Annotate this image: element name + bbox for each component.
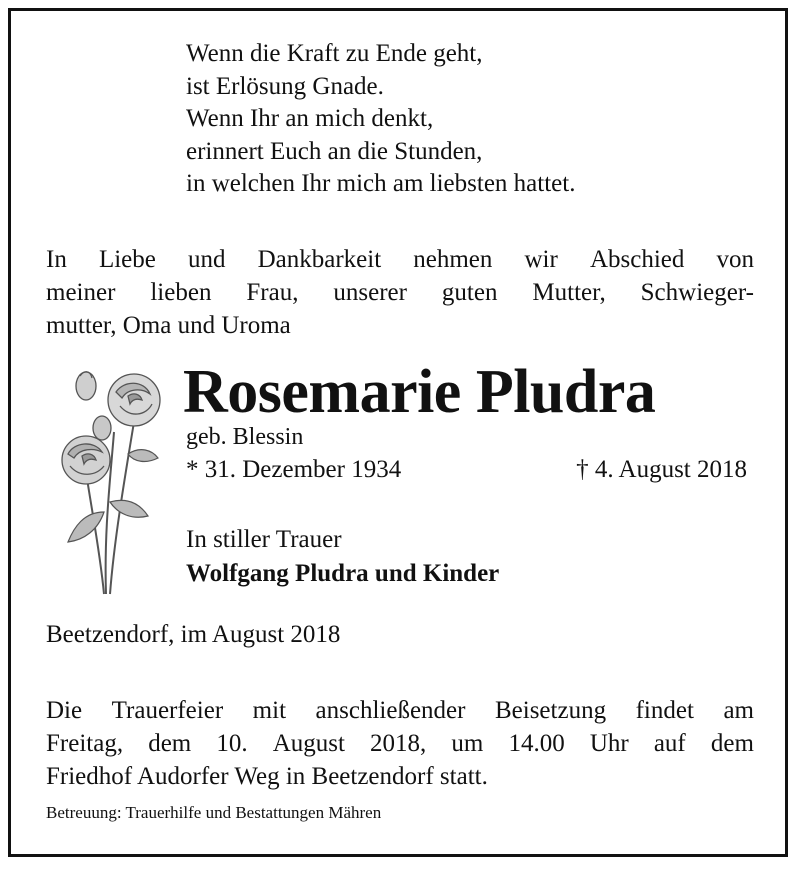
word: lieben [150, 279, 212, 306]
word: nehmen [413, 246, 493, 273]
word: Freitag, [46, 730, 124, 757]
poem-line: Wenn die Kraft zu Ende geht, [186, 40, 483, 67]
birth-date: * 31. Dezember 1934 [186, 456, 402, 483]
service-line: Friedhof Audorfer Weg in Beetzendorf statt. [46, 763, 488, 790]
word: um [451, 730, 484, 757]
intro-text [46, 243, 754, 342]
word: findet [635, 697, 694, 724]
word: unserer [333, 279, 407, 306]
word: Trauerfeier [111, 697, 224, 724]
funeral-home-credit: Betreuung: Trauerhilfe und Bestattungen Mähren [46, 803, 382, 822]
word: dem [710, 730, 754, 757]
service-line [46, 694, 754, 727]
word: von [716, 246, 754, 273]
service-text [46, 694, 754, 793]
poem-line: Wenn Ihr an mich denkt, [186, 105, 434, 132]
word: Mutter, [532, 279, 606, 306]
word: 14.00 [508, 730, 565, 757]
intro-line: mutter, Oma und Uroma [46, 312, 291, 339]
intro-line [46, 276, 754, 309]
word: und [187, 246, 226, 273]
word: Dankbarkeit [257, 246, 382, 273]
word: anschließender [315, 697, 466, 724]
mourners-names: Wolfgang Pludra und Kinder [186, 560, 500, 587]
word: In [46, 246, 67, 273]
word: 2018, [370, 730, 427, 757]
word: meiner [46, 279, 116, 306]
maiden-name: geb. Blessin [186, 424, 304, 450]
word: 10. [216, 730, 248, 757]
word: Beisetzung [494, 697, 607, 724]
word: Abschied [589, 246, 685, 273]
place-date: Beetzendorf, im August 2018 [46, 621, 341, 648]
word: dem [148, 730, 192, 757]
word: auf [653, 730, 686, 757]
death-date: † 4. August 2018 [576, 456, 747, 483]
word: Frau, [246, 279, 299, 306]
word: Liebe [98, 246, 156, 273]
word: guten [441, 279, 498, 306]
intro-line [46, 243, 754, 276]
service-line [46, 727, 754, 760]
word: Uhr [589, 730, 629, 757]
word: am [723, 697, 754, 724]
poem-line: in welchen Ihr mich am liebsten hattet. [186, 170, 576, 197]
poem-line: ist Erlösung Gnade. [186, 72, 384, 100]
word: August [272, 730, 345, 757]
word: wir [524, 246, 558, 273]
poem-line: erinnert Euch an die Stunden, [186, 137, 483, 165]
word: Schwieger- [640, 279, 754, 306]
mourning-label: In stiller Trauer [186, 526, 342, 553]
poem [186, 38, 575, 201]
word: mit [252, 697, 287, 724]
rose-icon [44, 362, 174, 602]
word: Die [46, 697, 83, 724]
deceased-name: Rosemarie Pludra [183, 358, 656, 426]
